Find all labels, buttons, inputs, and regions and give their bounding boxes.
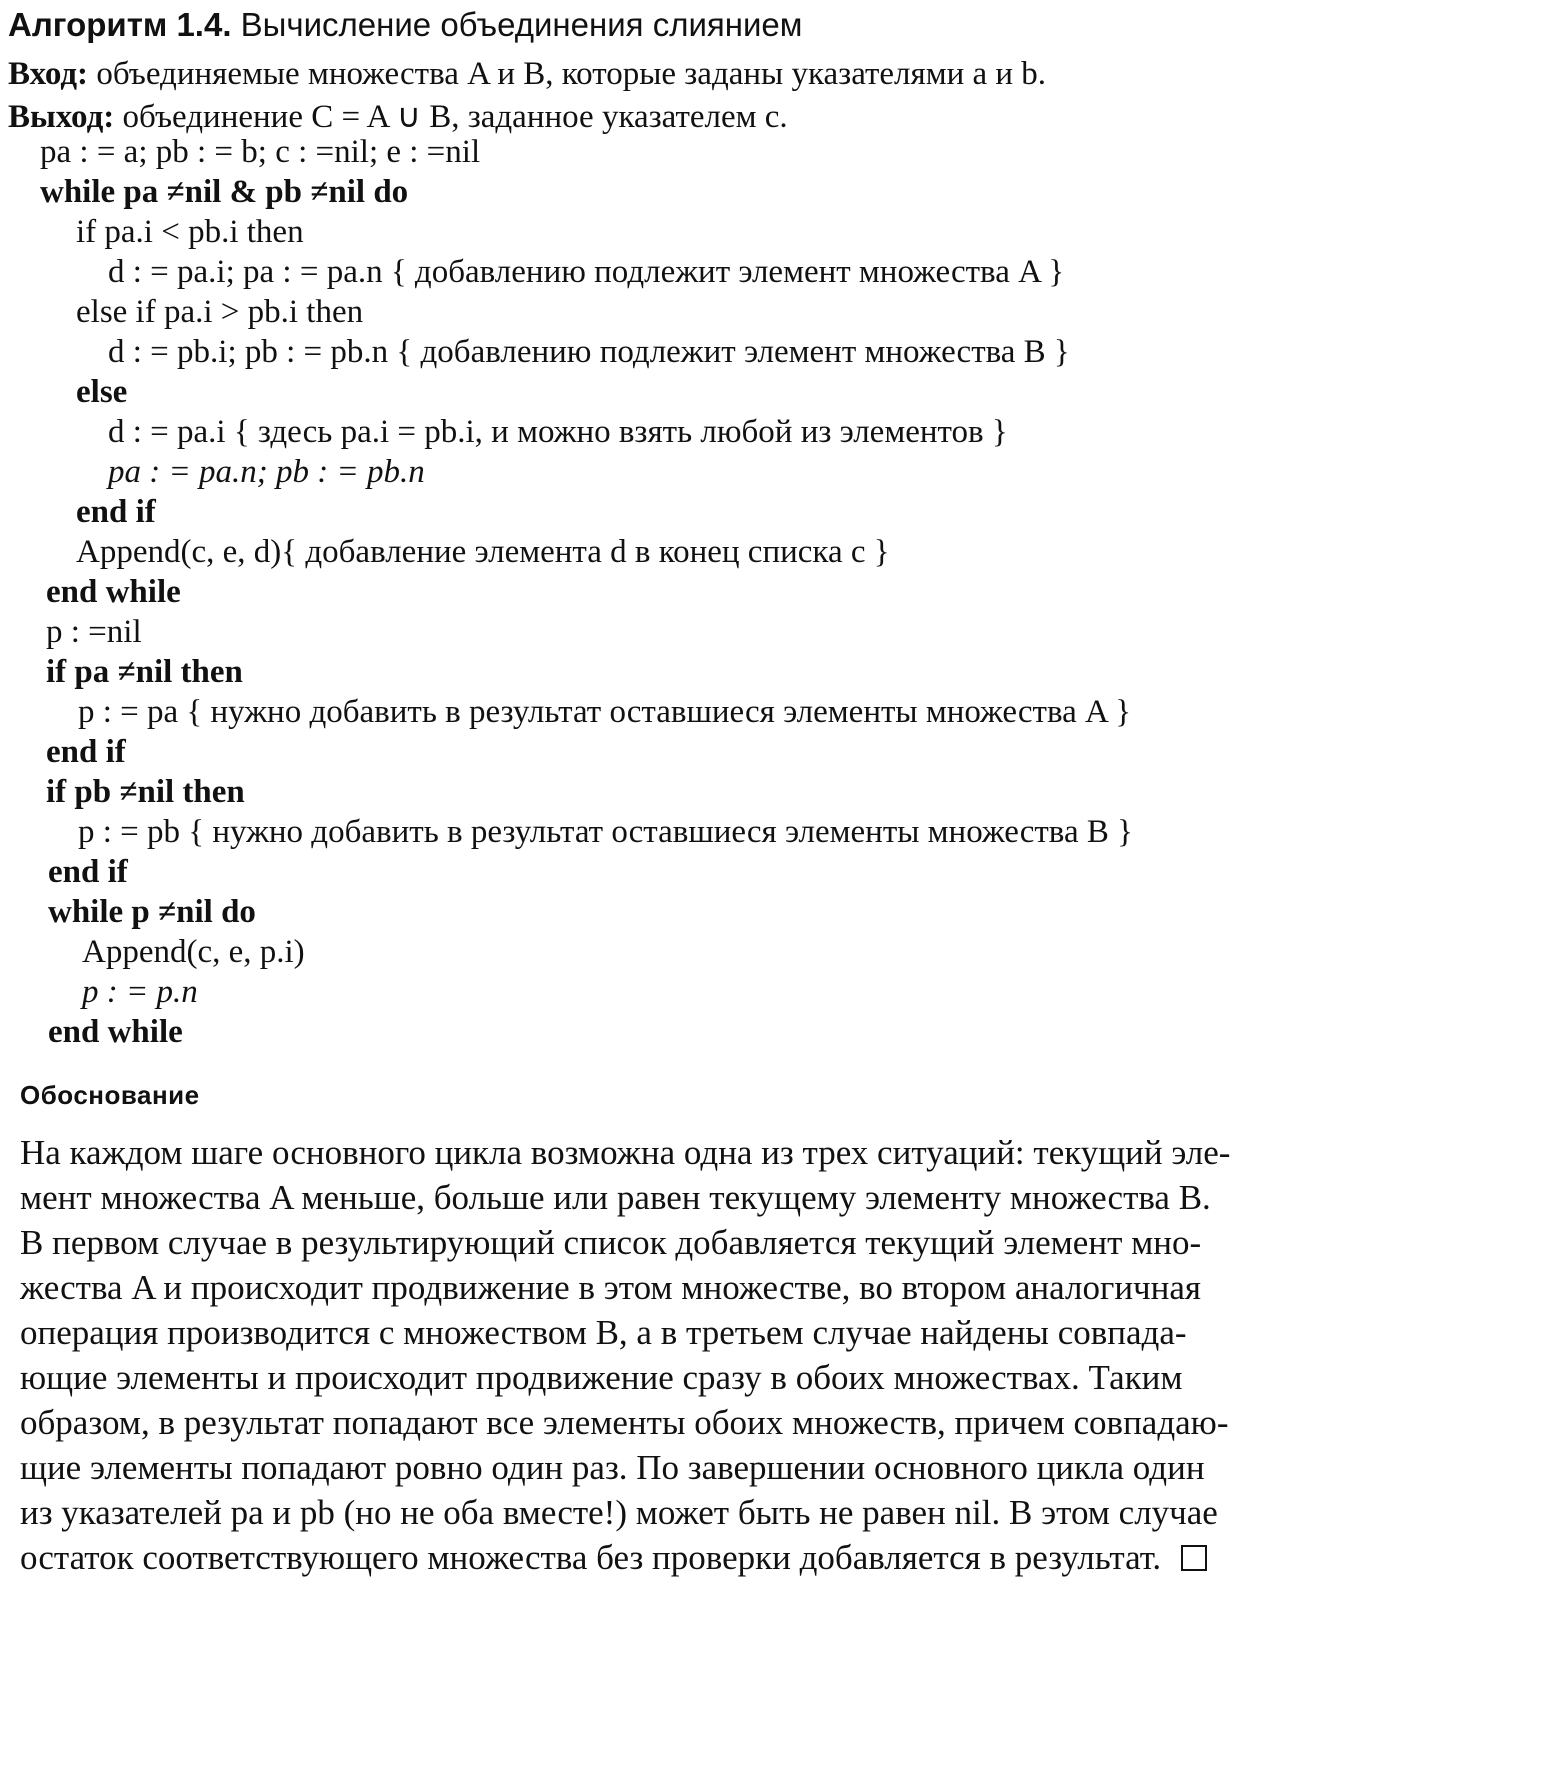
- code-line: p : = pa { нужно добавить в результат оставшиеся элементы множества A }: [78, 694, 1132, 730]
- paragraph-line: щие элементы попадают ровно один раз. По завершении основного цикла один: [20, 1448, 1205, 1487]
- paragraph-line: В первом случае в результирующий список добавляется текущий элемент мно-: [20, 1223, 1202, 1262]
- code-line: p : = p.n: [82, 974, 198, 1010]
- code-line: end while: [48, 1014, 183, 1050]
- input-label: Вход:: [8, 56, 89, 92]
- paragraph-line: образом, в результат попадают все элементы обоих множеств, причем совпадаю-: [20, 1403, 1229, 1442]
- code-line: Append(c, e, d){ добавление элемента d в конец списка c }: [76, 534, 890, 570]
- code-line: p : = pb { нужно добавить в результат оставшиеся элементы множества B }: [78, 814, 1133, 850]
- paragraph-line: из указателей pa и pb (но не оба вместе!) может быть не равен nil. В этом случае: [20, 1493, 1218, 1532]
- code-line: end if: [76, 494, 156, 530]
- code-line: end if: [46, 734, 126, 770]
- output-text: объединение C = A ∪ B, заданное указателем c.: [122, 99, 788, 135]
- code-line: pa : = a; pb : = b; c : =nil; e : =nil: [40, 134, 481, 170]
- code-line: if pa.i < pb.i then: [76, 214, 304, 250]
- output-line: [8, 96, 788, 136]
- paragraph-line: операция производится с множеством B, а в третьем случае найдены совпада-: [20, 1313, 1187, 1352]
- code-line: end while: [46, 574, 181, 610]
- paragraph-line: мент множества A меньше, больше или равен текущему элементу множества B.: [20, 1178, 1211, 1217]
- code-line: while pa ≠nil & pb ≠nil do: [40, 174, 409, 210]
- algorithm-heading: [8, 6, 802, 44]
- algorithm-title: Вычисление объединения слиянием: [240, 6, 803, 43]
- input-text: объединяемые множества A и B, которые заданы указателями a и b.: [96, 56, 1047, 92]
- justification-paragraph: [20, 1130, 1360, 1580]
- code-line: d : = pb.i; pb : = pb.n { добавлению подлежит элемент множества B }: [108, 334, 1070, 370]
- paragraph-line: жества A и происходит продвижение в этом множестве, во втором аналогичная: [20, 1268, 1202, 1307]
- code-line: d : = pa.i; pa : = pa.n { добавлению подлежит элемент множества A }: [108, 254, 1065, 290]
- code-line: p : =nil: [46, 614, 142, 650]
- code-line: else if pa.i > pb.i then: [76, 294, 364, 330]
- paragraph-last-line: [20, 1535, 1360, 1580]
- code-line: else: [76, 374, 128, 410]
- code-line: d : = pa.i { здесь pa.i = pb.i, и можно взять любой из элементов }: [108, 414, 1008, 450]
- code-line: if pb ≠nil then: [46, 774, 245, 810]
- output-label: Выход:: [8, 99, 115, 135]
- code-line: if pa ≠nil then: [46, 654, 243, 690]
- code-line: Append(c, e, p.i): [82, 934, 305, 970]
- code-line: while p ≠nil do: [48, 894, 256, 930]
- code-line: pa : = pa.n; pb : = pb.n: [108, 454, 425, 490]
- end-of-proof-icon: [1181, 1545, 1207, 1571]
- code-line: end if: [48, 854, 128, 890]
- paragraph-line: На каждом шаге основного цикла возможна одна из трех ситуаций: текущий эле-: [20, 1133, 1231, 1172]
- algorithm-label: Алгоритм 1.4.: [8, 6, 232, 43]
- input-line: [8, 56, 1046, 93]
- section-title: Обоснование: [20, 1080, 200, 1110]
- paragraph-line: ющие элементы и происходит продвижение сразу в обоих множествах. Таким: [20, 1358, 1183, 1397]
- paragraph-line: остаток соответствующего множества без проверки добавляется в результат.: [20, 1538, 1162, 1577]
